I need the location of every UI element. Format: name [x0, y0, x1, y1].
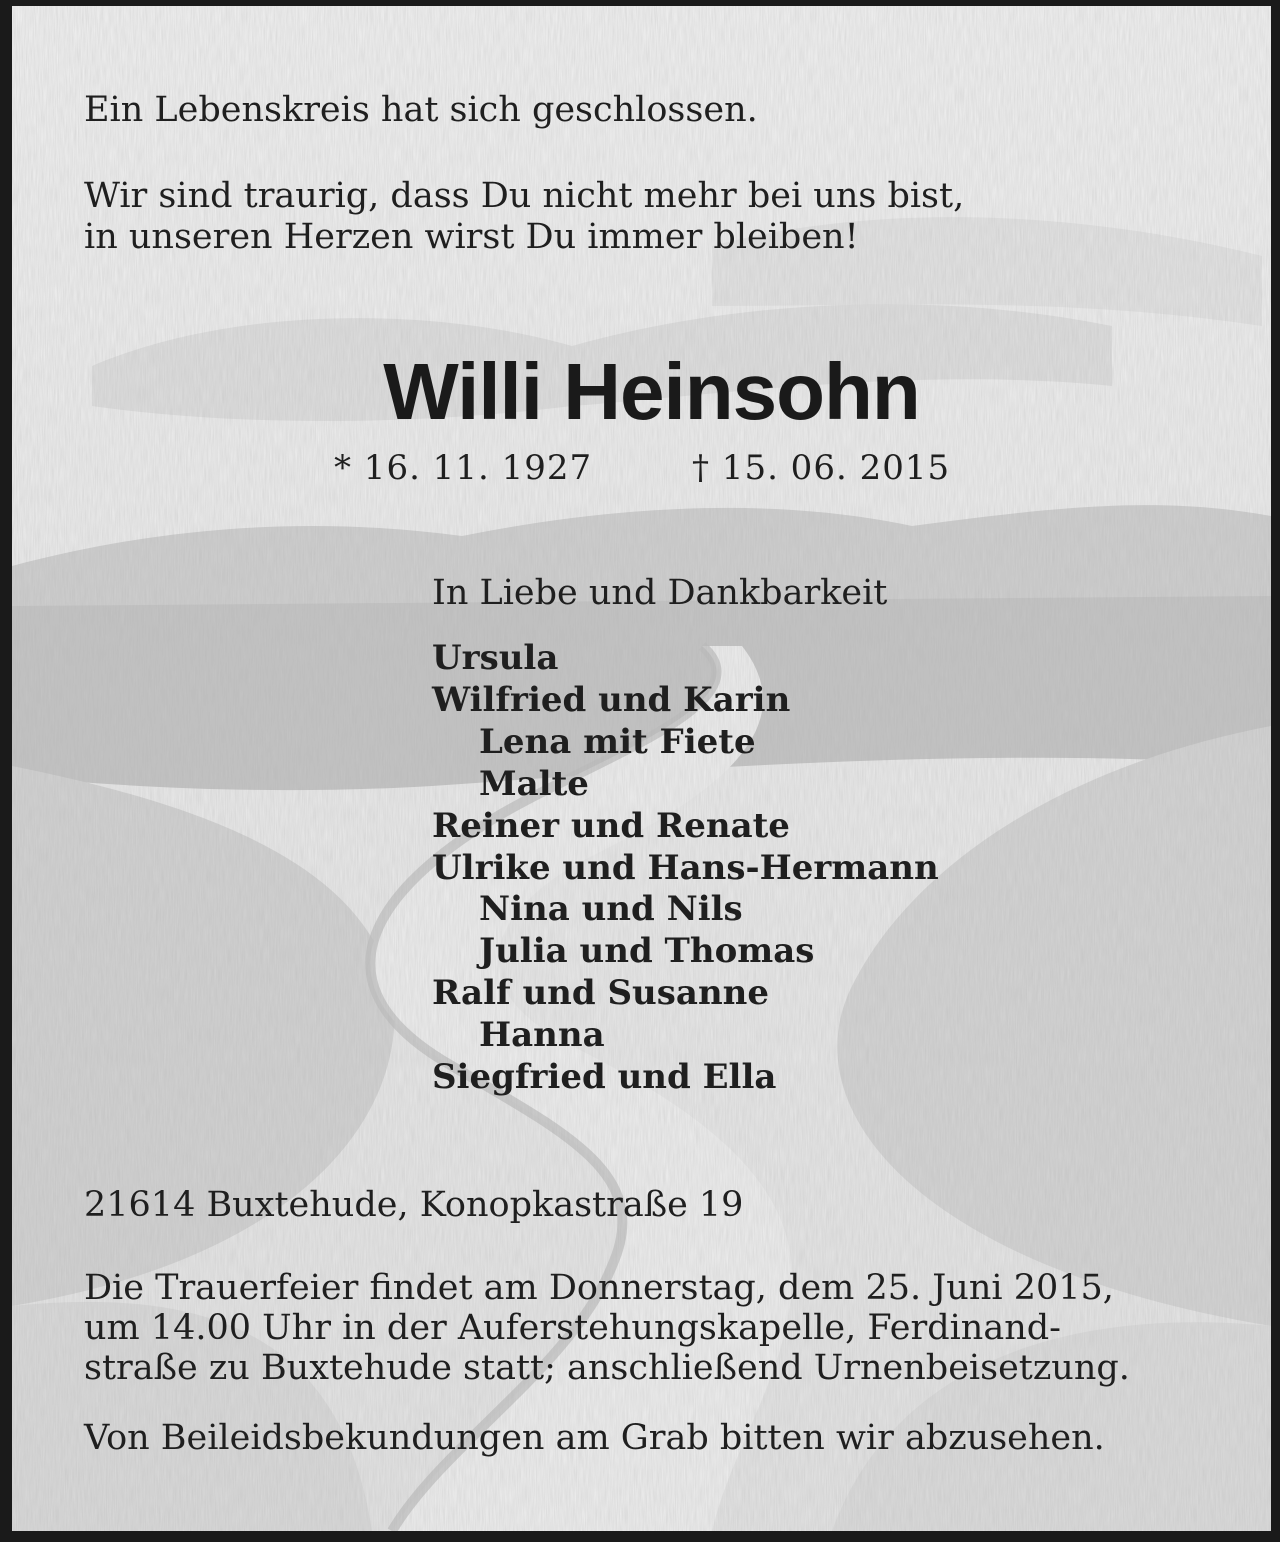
- family-address: 21614 Buxtehude, Konopkastraße 19: [84, 1185, 744, 1225]
- mourner-name: Siegfried und Ella: [432, 1057, 777, 1098]
- mourners-intro: In Liebe und Dankbarkeit: [432, 573, 888, 613]
- death-date: † 15. 06. 2015: [692, 448, 951, 488]
- birth-date: * 16. 11. 1927: [334, 448, 593, 488]
- funeral-line-3: straße zu Buxtehude statt; anschließend Urnenbeisetzung.: [84, 1348, 1130, 1388]
- mourner-name: Malte: [479, 763, 589, 804]
- mourner-name: Wilfried und Karin: [432, 679, 791, 720]
- mourner-name: Ursula: [432, 638, 559, 678]
- notice-text: [12, 6, 1271, 1531]
- verse-line-2: Wir sind traurig, dass Du nicht mehr bei uns bist,: [84, 176, 965, 216]
- mourner-name: Nina und Nils: [479, 889, 743, 930]
- funeral-line-1: Die Trauerfeier findet am Donnerstag, dem 25. Juni 2015,: [84, 1268, 1114, 1308]
- funeral-notice: [84, 1268, 1202, 1388]
- funeral-line-2: um 14.00 Uhr in der Auferstehungskapelle, Ferdinand-: [84, 1308, 1061, 1348]
- mourner-name: Julia und Thomas: [479, 931, 815, 972]
- mourner-name: Ralf und Susanne: [432, 973, 770, 1014]
- condolence-note: Von Beileidsbekundungen am Grab bitten wir abzusehen.: [84, 1418, 1105, 1458]
- mourner-name: Ulrike und Hans-Hermann: [432, 847, 939, 888]
- mourner-name: Lena mit Fiete: [479, 721, 756, 762]
- mourner-name: Hanna: [479, 1015, 605, 1056]
- verse-line-1: Ein Lebenskreis hat sich geschlossen.: [84, 90, 758, 130]
- deceased-name: Willi Heinsohn: [383, 347, 920, 436]
- mourner-name: Reiner und Renate: [432, 805, 790, 846]
- verse-line-3: in unseren Herzen wirst Du immer bleiben!: [84, 217, 859, 257]
- mourners-list: [432, 638, 939, 1099]
